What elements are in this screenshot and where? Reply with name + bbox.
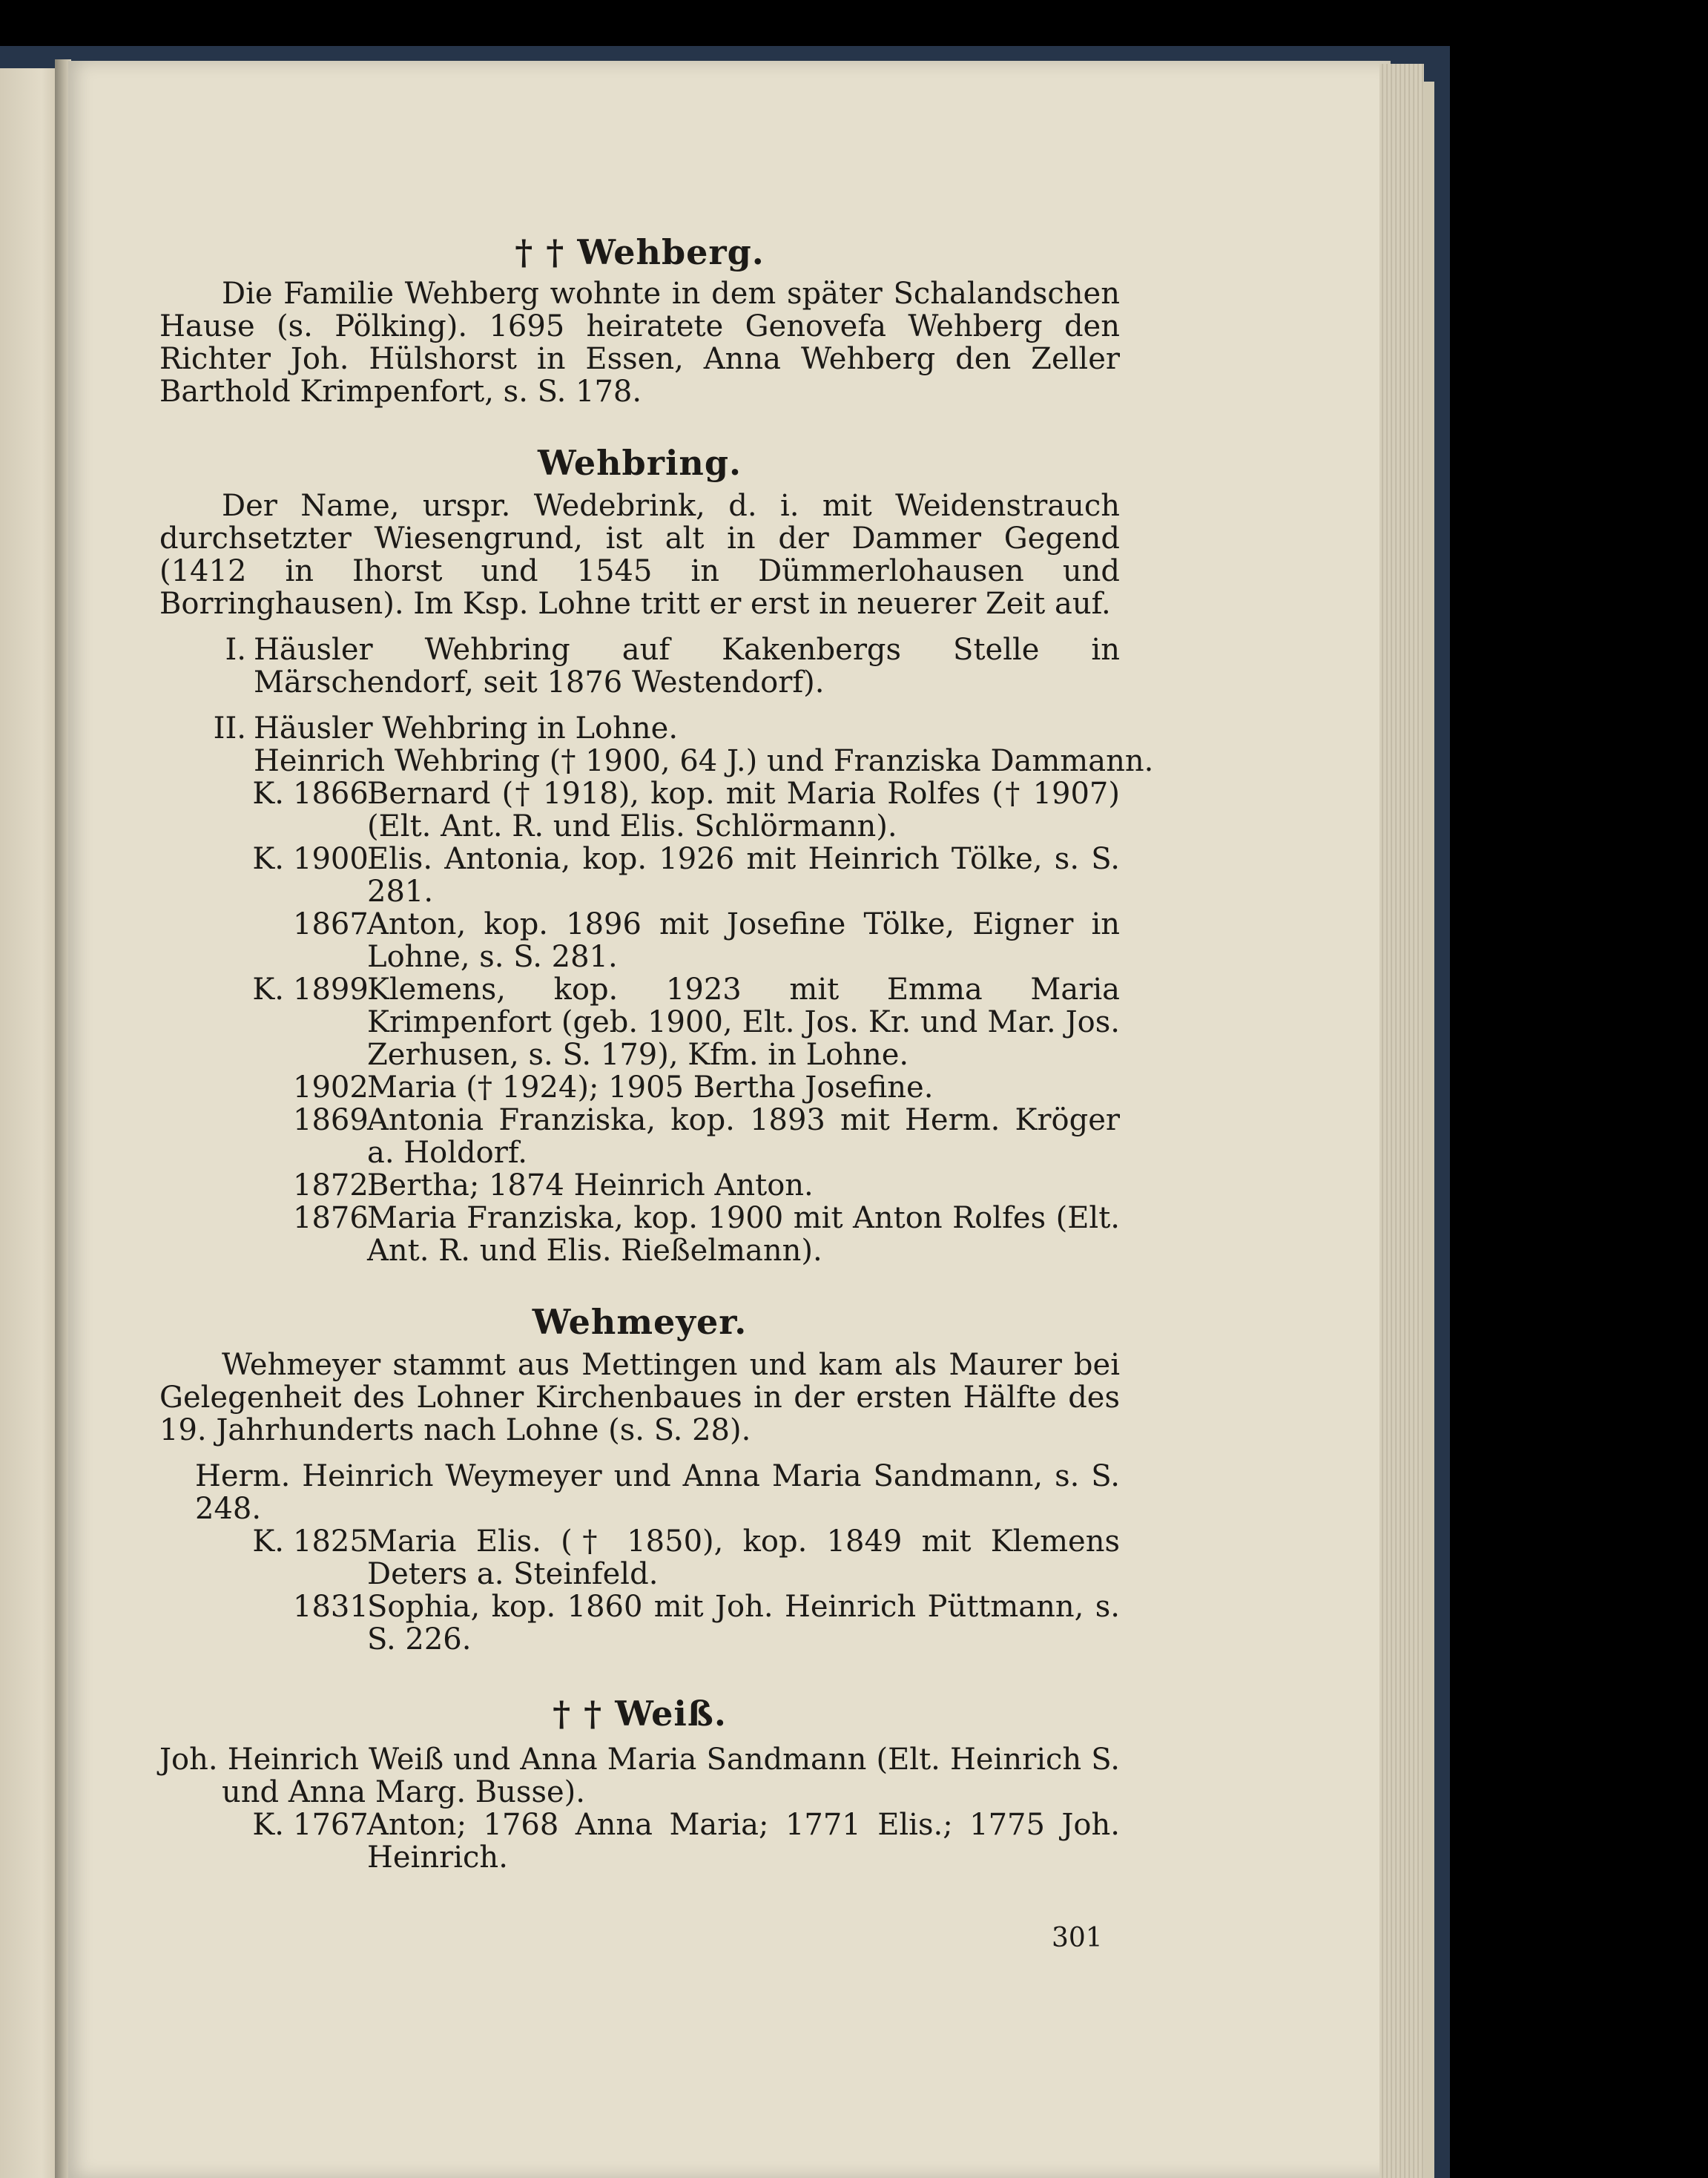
- child-entry: [159, 1809, 1120, 1874]
- page-content: [159, 223, 1154, 1875]
- wehbring-children: [159, 777, 1120, 1267]
- child-entry: [159, 1169, 1120, 1202]
- entry-label: [159, 1202, 293, 1267]
- section-title-wehberg: † † Wehberg.: [515, 232, 765, 272]
- entry-text: Bertha; 1874 Heinrich Anton.: [367, 1168, 814, 1202]
- entry-label: [159, 1071, 293, 1104]
- child-entry: [159, 1525, 1120, 1590]
- entry-year: 1866: [293, 777, 369, 811]
- entry-year: 1899: [293, 973, 369, 1007]
- entry-text: Bernard († 1918), kop. mit Maria Rolfes († 1907) (Elt. Ant. R. und Elis. Schlörmann).: [367, 777, 1120, 843]
- entry-year: 1869: [293, 1103, 369, 1137]
- wehbring-intro: Der Name, urspr. Wedebrink, d. i. mit Weidenstrauch durchsetzter Wiesengrund, ist alt in der Dammer Gegend (1412 in Ihorst und 1545 in Dümmerlohausen und Borringhausen). Im Ksp. Lohne tritt er erst in neuerer Zeit auf.: [159, 489, 1120, 621]
- entry-label: K.: [252, 1524, 284, 1559]
- left-page-edge: [0, 68, 59, 2178]
- parents-line: Heinrich Wehbring († 1900, 64 J.) und Franziska Dammann.: [254, 744, 1154, 778]
- entry-year: 1867: [293, 907, 369, 941]
- child-entry: [159, 908, 1120, 973]
- entry-year: 1876: [293, 1201, 369, 1235]
- wehbring-item-1: [159, 634, 1120, 699]
- child-entry: [159, 777, 1120, 843]
- entry-label: K.: [252, 1808, 284, 1842]
- entry-label: [159, 1590, 293, 1656]
- page-number: 301: [1052, 1923, 1103, 1953]
- section-title-wehbring: Wehbring.: [537, 443, 742, 483]
- item-number: II.: [213, 711, 246, 746]
- entry-label: [159, 1169, 293, 1202]
- section-title-weiss: † † Weiß.: [553, 1694, 727, 1734]
- item-text: Häusler Wehbring in Lohne.: [254, 711, 679, 746]
- child-entry: [159, 1071, 1120, 1104]
- entry-text: Sophia, kop. 1860 mit Joh. Heinrich Püttmann, s. S. 226.: [367, 1590, 1120, 1656]
- entry-label: [159, 1104, 293, 1169]
- entry-year: 1825: [293, 1524, 369, 1559]
- child-entry: [159, 1202, 1120, 1267]
- page-edges-outer: [1424, 82, 1434, 2178]
- entry-label: K.: [252, 842, 284, 876]
- wehmeyer-parents: Herm. Heinrich Weymeyer und Anna Maria Sandmann, s. S. 248.: [195, 1459, 1120, 1526]
- child-entry: [159, 843, 1120, 908]
- entry-year: 1902: [293, 1070, 369, 1105]
- entry-year: 1767: [293, 1808, 369, 1842]
- entry-year: 1900: [293, 842, 369, 876]
- section-title-wehmeyer: Wehmeyer.: [532, 1302, 748, 1342]
- entry-text: Antonia Franziska, kop. 1893 mit Herm. Kröger a. Holdorf.: [367, 1103, 1120, 1170]
- entry-label: K.: [252, 973, 284, 1007]
- entry-text: Anton, kop. 1896 mit Josefine Tölke, Eigner in Lohne, s. S. 281.: [367, 907, 1120, 974]
- child-entry: [159, 1590, 1120, 1656]
- item-number: I.: [225, 633, 246, 667]
- entry-text: Maria Elis. († 1850), kop. 1849 mit Klemens Deters a. Steinfeld.: [367, 1524, 1120, 1591]
- entry-text: Maria († 1924); 1905 Bertha Josefine.: [367, 1070, 934, 1105]
- entry-year: 1831: [293, 1590, 369, 1624]
- weiss-children: [159, 1809, 1120, 1874]
- item-text: Häusler Wehbring auf Kakenbergs Stelle in Märschendorf, seit 1876 Westendorf).: [254, 633, 1120, 700]
- entry-label: K.: [252, 777, 284, 811]
- entry-text: Anton; 1768 Anna Maria; 1771 Elis.; 1775 Joh. Heinrich.: [367, 1808, 1120, 1875]
- page-edges: [1379, 64, 1424, 2178]
- child-entry: [159, 973, 1120, 1071]
- wehmeyer-children: [159, 1525, 1120, 1656]
- wehberg-text: Die Familie Wehberg wohnte in dem später Schalandschen Hause (s. Pölking). 1695 heiratete Genovefa Wehberg den Richter Joh. Hülshorst in Essen, Anna Wehberg den Zeller Barthold Krimpenfort, s. S. 178.: [159, 277, 1120, 409]
- wehbring-item-2: [159, 712, 1120, 745]
- entry-text: Klemens, kop. 1923 mit Emma Maria Krimpenfort (geb. 1900, Elt. Jos. Kr. und Mar. Jos. Zerhusen, s. S. 179), Kfm. in Lohne.: [367, 973, 1120, 1072]
- entry-text: Elis. Antonia, kop. 1926 mit Heinrich Tölke, s. S. 281.: [367, 842, 1120, 909]
- entry-label: [159, 908, 293, 973]
- weiss-parents: Joh. Heinrich Weiß und Anna Maria Sandmann (Elt. Heinrich S. und Anna Marg. Busse).: [159, 1743, 1120, 1809]
- child-entry: [159, 1104, 1120, 1169]
- entry-text: Maria Franziska, kop. 1900 mit Anton Rolfes (Elt. Ant. R. und Elis. Rießelmann).: [367, 1201, 1120, 1268]
- wehmeyer-intro: Wehmeyer stammt aus Mettingen und kam als Maurer bei Gelegenheit des Lohner Kirchenbaues in der ersten Hälfte des 19. Jahrhunderts nach Lohne (s. S. 28).: [159, 1348, 1120, 1447]
- entry-year: 1872: [293, 1168, 369, 1202]
